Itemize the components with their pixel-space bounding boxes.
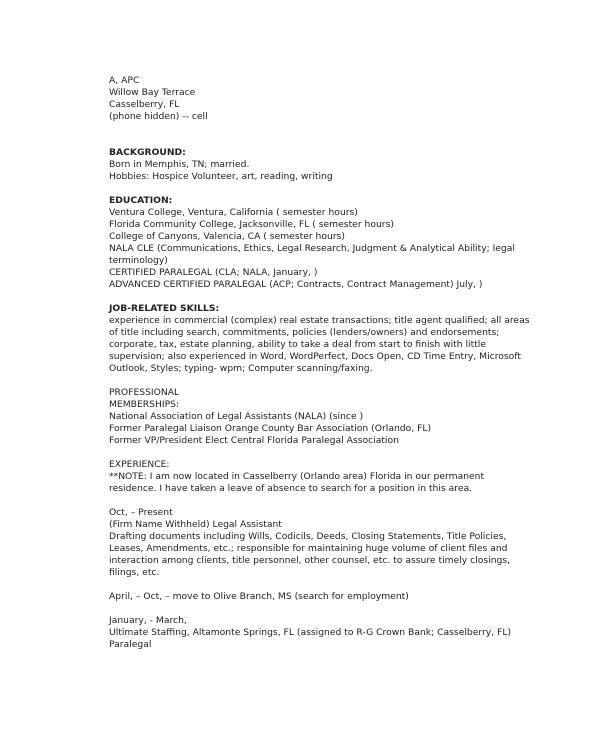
job-title: Paralegal [109,639,152,650]
skills-section [109,303,530,375]
job-employer: Ultimate Staffing, Altamonte Springs, FL (assigned to R-G Crown Bank; Casselberry, FL) [109,627,512,638]
contact-phone: (phone hidden) -- cell [109,111,208,122]
education-line: CERTIFIED PARALEGAL (CLA; NALA, January, ) [109,267,318,278]
skills-line: corporate, tax, estate planning, ability to take a deal from start to finish with little [109,339,487,350]
contact-street: Willow Bay Terrace [109,87,196,98]
memberships-heading: MEMBERSHIPS: [109,399,180,410]
background-line: Hobbies: Hospice Volunteer, art, reading, writing [109,171,333,182]
experience-note: residence. I have taken a leave of absence to search for a position in this area. [109,483,473,494]
job-entry [109,615,512,651]
membership-line: Former Paralegal Liaison Orange County Bar Association (Orlando, FL) [109,423,432,434]
experience-note: **NOTE: I am now located in Casselberry (Orlando area) Florida in our permanent [109,471,485,482]
experience-section [109,459,509,495]
skills-line: Outlook, Styles; typing- wpm; Computer scanning/faxing. [109,363,373,374]
move-entry [109,591,509,603]
job-title: (Firm Name Withheld) Legal Assistant [109,519,282,530]
job-description: interaction among clients, title personnel, other counsel, etc. to assure timely closings, [109,555,511,566]
education-line: ADVANCED CERTIFIED PARALEGAL (ACP; Contracts, Contract Management) July, ) [109,279,483,290]
education-line: Florida Community College, Jacksonville, FL ( semester hours) [109,219,394,230]
education-section [109,195,515,291]
job-description: Leases, Amendments, etc.; responsible for maintaining huge volume of client files and [109,543,508,554]
contact-block [109,75,509,123]
education-heading: EDUCATION: [109,195,173,206]
education-line: terminology) [109,255,168,266]
job-dates: January, - March, [109,615,187,626]
skills-line: supervision; also experienced in Word, WordPerfect, Docs Open, CD Time Entry, Microsoft [109,351,521,362]
education-line: College of Canyons, Valencia, CA ( semester hours) [109,231,345,242]
contact-name: A, APC [109,75,140,86]
memberships-section [109,387,509,447]
membership-line: National Association of Legal Assistants (NALA) (since ) [109,411,364,422]
experience-heading: EXPERIENCE: [109,459,170,470]
skills-heading: JOB-RELATED SKILLS: [109,303,220,314]
job-dates: Oct, – Present [109,507,173,518]
education-line: Ventura College, Ventura, California ( semester hours) [109,207,358,218]
background-section [109,147,509,183]
contact-city: Casselberry, FL [109,99,180,110]
skills-line: experience in commercial (complex) real estate transactions; title agent qualified; all areas [109,315,530,326]
resume-document [109,75,530,651]
skills-line: of title including search, commitments, policies (lenders/owners) and endorsements; [109,327,500,338]
move-line: April, – Oct, – move to Olive Branch, MS (search for employment) [109,591,409,602]
background-heading: BACKGROUND: [109,147,186,158]
job-description: filings, etc. [109,567,160,578]
membership-line: Former VP/President Elect Central Florida Paralegal Association [109,435,399,446]
background-line: Born in Memphis, TN; married. [109,159,250,170]
job-description: Drafting documents including Wills, Codicils, Deeds, Closing Statements, Title Policies, [109,531,507,542]
education-line: NALA CLE (Communications, Ethics, Legal Research, Judgment & Analytical Ability; legal [109,243,515,254]
job-entry [109,507,509,579]
memberships-heading: PROFESSIONAL [109,387,180,398]
